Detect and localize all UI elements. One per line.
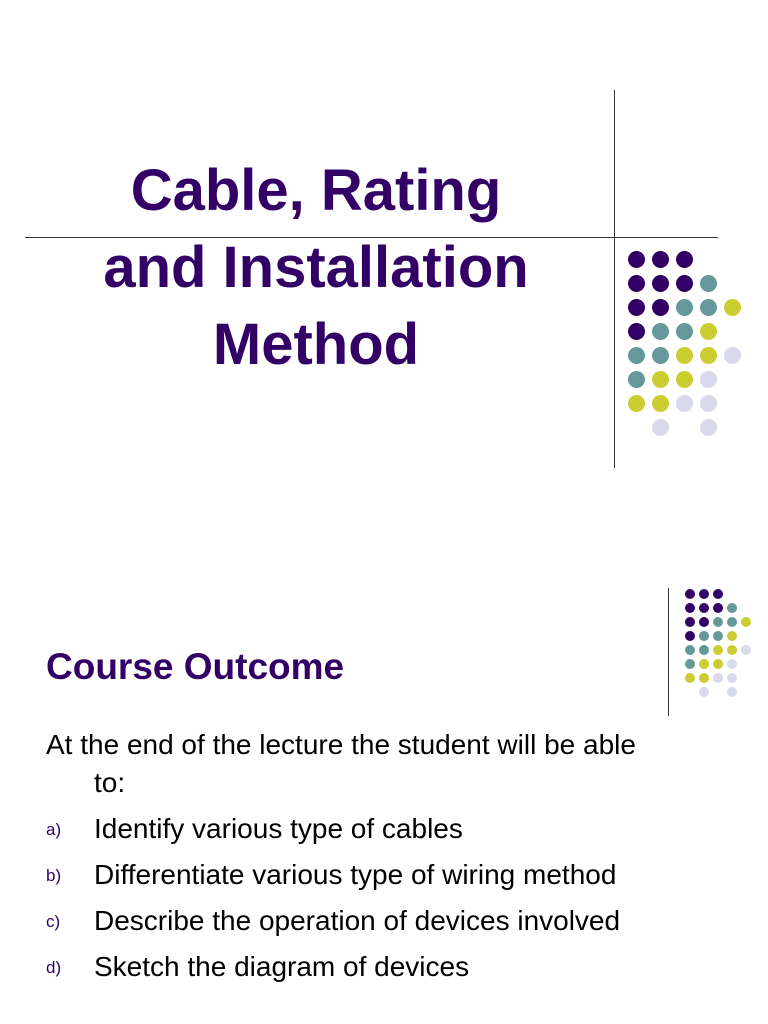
decorative-dot (727, 659, 737, 669)
decorative-dot (685, 589, 695, 599)
decorative-dot (700, 347, 717, 364)
list-marker: a) (46, 820, 62, 839)
vertical-divider (614, 90, 615, 468)
decorative-dot (676, 347, 693, 364)
list-item (46, 810, 746, 856)
decorative-dot (700, 299, 717, 316)
intro-text (46, 726, 736, 802)
decorative-dot (676, 299, 693, 316)
decorative-dot (741, 617, 751, 627)
decorative-dot (700, 323, 717, 340)
vertical-divider (668, 588, 669, 716)
list-item-text: Differentiate various type of wiring method (94, 859, 617, 890)
section-heading: Course Outcome (46, 646, 345, 687)
decorative-dot (685, 603, 695, 613)
decorative-dot (741, 645, 751, 655)
decorative-dot (727, 617, 737, 627)
decorative-dot (628, 395, 645, 412)
decorative-dot (652, 323, 669, 340)
decorative-dot (700, 275, 717, 292)
decorative-dot (676, 275, 693, 292)
decorative-dot (652, 299, 669, 316)
decorative-dot (724, 299, 741, 316)
decorative-dot (652, 251, 669, 268)
decorative-dot (652, 395, 669, 412)
decorative-dot (727, 673, 737, 683)
decorative-dot (713, 673, 723, 683)
decorative-dot (676, 371, 693, 388)
decorative-dot (685, 631, 695, 641)
list-item (46, 856, 746, 902)
list-item-text: Describe the operation of devices involved (94, 905, 621, 936)
title-line: Method (212, 312, 420, 377)
decorative-dot (713, 617, 723, 627)
list-marker: d) (46, 958, 62, 977)
decorative-dot (699, 589, 709, 599)
decorative-dot (713, 603, 723, 613)
intro-line: At the end of the lecture the student will be able (46, 729, 636, 760)
decorative-dot (700, 371, 717, 388)
decorative-dot (628, 371, 645, 388)
decorative-dot (700, 419, 717, 436)
decorative-dot (628, 323, 645, 340)
slide-title (60, 152, 572, 383)
decorative-dot (652, 371, 669, 388)
decorative-dot (713, 631, 723, 641)
title-line: Cable, Rating (130, 158, 502, 223)
course-outcome-slide (0, 512, 768, 1024)
decorative-dot (699, 659, 709, 669)
decorative-dot (685, 673, 695, 683)
list-item-text: Identify various type of cables (94, 813, 463, 844)
outcome-list (46, 810, 746, 994)
decorative-dot (713, 659, 723, 669)
list-item (46, 902, 746, 948)
decorative-dot (628, 275, 645, 292)
decorative-dot (628, 347, 645, 364)
decorative-dot (676, 251, 693, 268)
decorative-dot (727, 687, 737, 697)
decorative-dot (699, 673, 709, 683)
decorative-dot (699, 603, 709, 613)
decorative-dot (699, 687, 709, 697)
decorative-dot (727, 603, 737, 613)
decorative-dot (676, 323, 693, 340)
decorative-dot (685, 645, 695, 655)
list-item (46, 948, 746, 994)
list-item-text: Sketch the diagram of devices (94, 951, 470, 982)
decorative-dot (727, 645, 737, 655)
decorative-dot (724, 347, 741, 364)
decorative-dot (628, 251, 645, 268)
decorative-dot (699, 617, 709, 627)
decorative-dot (713, 645, 723, 655)
decorative-dot (685, 617, 695, 627)
decorative-dot (699, 645, 709, 655)
decorative-dot (652, 347, 669, 364)
list-marker: b) (46, 866, 62, 885)
decorative-dot (628, 299, 645, 316)
decorative-dot (713, 589, 723, 599)
decorative-dot (652, 419, 669, 436)
decorative-dot (727, 631, 737, 641)
decorative-dot (700, 395, 717, 412)
title-line: and Installation (103, 235, 529, 300)
decorative-dot (699, 631, 709, 641)
intro-line: to: (94, 767, 126, 798)
decorative-dot (676, 395, 693, 412)
decorative-dot (652, 275, 669, 292)
list-marker: c) (46, 912, 61, 931)
decorative-dot (685, 659, 695, 669)
